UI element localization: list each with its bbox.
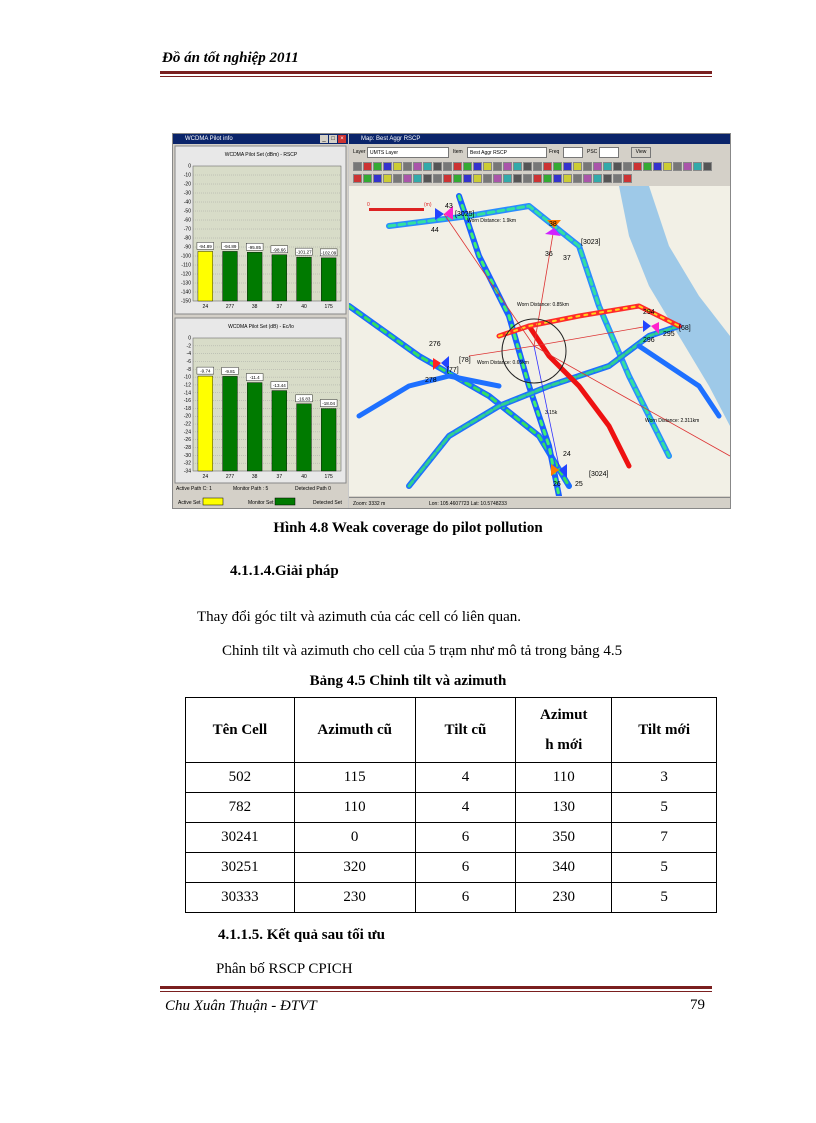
table-cell: 782 (186, 793, 295, 823)
bar (247, 383, 262, 471)
toolbar-tool-icon[interactable] (543, 174, 552, 183)
y-tick-label: -28 (183, 445, 191, 452)
detected-set-label: Detected Set (313, 500, 342, 506)
x-tick-label: 175 (324, 474, 333, 480)
table-cell: 4 (415, 763, 516, 793)
table-cell: 6 (415, 883, 516, 913)
toolbar-tool-icon[interactable] (653, 162, 662, 171)
toolbar-tool-icon[interactable] (583, 162, 592, 171)
psc-input[interactable] (599, 147, 619, 158)
toolbar-tool-icon[interactable] (543, 162, 552, 171)
bar (223, 251, 238, 301)
toolbar-tool-icon[interactable] (433, 162, 442, 171)
toolbar-tool-icon[interactable] (483, 174, 492, 183)
header-cell-line: Azimut (540, 707, 588, 723)
bar (297, 404, 312, 471)
site-label: 36 (545, 251, 553, 258)
toolbar-tool-icon[interactable] (613, 174, 622, 183)
rscp-chart-title: WCDMA Pilot Set (dBm) - RSCP (224, 152, 298, 158)
toolbar-tool-icon[interactable] (393, 174, 402, 183)
toolbar-tool-icon[interactable] (533, 174, 542, 183)
header-cell: Tilt mới (612, 698, 717, 763)
freq-input[interactable] (563, 147, 583, 158)
toolbar-tool-icon[interactable] (663, 162, 672, 171)
distance-label: Worn Distance: 2.311km (645, 418, 700, 424)
table-row (186, 763, 717, 793)
bar-value-label: -102.09 (321, 250, 337, 256)
toolbar-tool-icon[interactable] (393, 162, 402, 171)
bar (198, 376, 213, 471)
bar-value-label: -9.74 (200, 368, 211, 374)
toolbar-tool-icon[interactable] (503, 174, 512, 183)
toolbar-tool-icon[interactable] (373, 162, 382, 171)
y-tick-label: -6 (186, 358, 191, 365)
table-cell: 30333 (186, 883, 295, 913)
active-set-label: Active Set (178, 500, 201, 506)
bar (321, 409, 336, 471)
ecio-chart-title: WCDMA Pilot Set (dB) - Ec/Io (228, 324, 294, 330)
toolbar-tool-icon[interactable] (373, 174, 382, 183)
y-tick-label: 0 (188, 335, 191, 342)
toolbar-tool-icon[interactable] (443, 162, 452, 171)
y-tick-label: 0 (188, 163, 191, 170)
toolbar-tool-icon[interactable] (523, 174, 532, 183)
toolbar-tool-icon[interactable] (623, 174, 632, 183)
table-cell: 6 (415, 823, 516, 853)
y-tick-label: -2 (186, 343, 191, 350)
toolbar-tool-icon[interactable] (623, 162, 632, 171)
site-label: 294 (643, 309, 655, 316)
site-label: [3024] (589, 471, 609, 478)
close-icon[interactable]: × (338, 135, 346, 143)
bar-value-label: -18.04 (322, 401, 336, 407)
site-label: 43 (445, 203, 453, 210)
layer-label: Layer (353, 149, 366, 155)
monitor-path-text: Monitor Path : 5 (233, 486, 269, 492)
minimize-icon[interactable]: _ (320, 135, 328, 143)
toolbar-tool-icon[interactable] (483, 162, 492, 171)
y-tick-label: -10 (183, 172, 191, 179)
site-label: 276 (429, 341, 441, 348)
toolbar-tool-icon[interactable] (513, 174, 522, 183)
pilot-window-titlebar (173, 134, 348, 144)
toolbar-tool-icon[interactable] (403, 174, 412, 183)
detected-path-text: Detected Path 0 (295, 486, 331, 492)
y-tick-label: -32 (183, 460, 191, 467)
pilot-info-window (173, 134, 348, 508)
header-rule (160, 71, 712, 74)
y-tick-label: -150 (180, 298, 191, 305)
bar (223, 376, 238, 471)
psc-label: PSC (587, 149, 598, 155)
map-layer-toolbar (351, 146, 728, 158)
table-cell: 7 (612, 823, 717, 853)
y-tick-label: -70 (183, 226, 191, 233)
document-header-title: Đồ án tốt nghiệp 2011 (162, 50, 299, 66)
toolbar-tool-icon[interactable] (493, 174, 502, 183)
y-tick-label: -14 (183, 390, 191, 397)
coords-status: Lon: 105.4607723 Lat: 10.5748233 (429, 501, 507, 507)
bar-value-label: -101.27 (296, 249, 312, 255)
x-tick-label: 40 (301, 304, 307, 310)
toolbar-tool-icon[interactable] (573, 174, 582, 183)
site-label: 26 (553, 481, 561, 488)
paragraph-2: Chỉnh tilt và azimuth cho cell của 5 trạm như mô tả trong bảng 4.5 (222, 643, 623, 659)
y-tick-label: -34 (183, 468, 191, 475)
x-tick-label: 38 (251, 304, 258, 310)
scale-bar (369, 208, 424, 211)
toolbar-tool-icon[interactable] (593, 162, 602, 171)
toolbar-tool-icon[interactable] (563, 174, 572, 183)
serving-circle (502, 319, 566, 383)
figure-screenshot (172, 133, 731, 509)
bar-value-label: -13.44 (272, 383, 286, 389)
toolbar-tool-icon[interactable] (433, 174, 442, 183)
toolbar-tool-icon[interactable] (693, 162, 702, 171)
y-tick-label: -140 (180, 289, 191, 296)
item-select-value: Best Aggr RSCP (470, 150, 507, 156)
bar (321, 258, 336, 301)
table-cell: 5 (612, 793, 717, 823)
y-tick-label: -110 (181, 262, 191, 269)
map-window-title: Map: Best Aggr RSCP (361, 136, 421, 142)
bar (247, 252, 262, 301)
table-cell: 30241 (186, 823, 295, 853)
layer-select[interactable] (367, 147, 449, 158)
toolbar-tool-icon[interactable] (463, 174, 472, 183)
table-cell: 5 (612, 853, 717, 883)
y-tick-label: -18 (183, 405, 191, 412)
distance-label: Worn Distance: 0.65km (477, 360, 529, 366)
y-tick-label: -26 (183, 437, 191, 444)
site-label: [78] (459, 357, 471, 364)
toolbar-tool-icon[interactable] (583, 174, 592, 183)
table-cell: 230 (294, 883, 415, 913)
table-row (186, 883, 717, 913)
y-tick-label: -80 (183, 235, 191, 242)
toolbar-tool-icon[interactable] (363, 174, 372, 183)
monitor-set-swatch (275, 498, 295, 505)
toolbar-tool-icon[interactable] (553, 174, 562, 183)
table-cell: 350 (516, 823, 612, 853)
paragraph-1: Thay đổi góc tilt và azimuth của các cell có liên quan. (197, 609, 522, 625)
toolbar-tool-icon[interactable] (533, 162, 542, 171)
table-cell: 5 (612, 883, 717, 913)
y-tick-label: -50 (183, 208, 191, 215)
toolbar-tool-icon[interactable] (413, 162, 422, 171)
site-label: 24 (563, 451, 571, 458)
table-cell: 340 (516, 853, 612, 883)
bar-value-label: -94.89 (223, 243, 237, 249)
header-rule-thin (160, 76, 712, 77)
toolbar-tool-icon[interactable] (443, 174, 452, 183)
maximize-icon[interactable]: □ (329, 135, 337, 143)
map-window (349, 134, 730, 508)
bar-value-label: -94.89 (198, 243, 212, 249)
y-tick-label: -130 (180, 280, 191, 287)
view-button[interactable]: View (631, 147, 651, 158)
bar-value-label: -16.83 (297, 396, 311, 402)
header-cell: Azimuth cũ (294, 698, 415, 763)
table-cell: 130 (516, 793, 612, 823)
y-tick-label: -20 (183, 413, 191, 420)
active-path-text: Active Path C: 1 (176, 486, 212, 492)
footer-author: Chu Xuân Thuận - ĐTVT (165, 998, 317, 1014)
table-row (186, 823, 717, 853)
toolbar-tool-icon[interactable] (493, 162, 502, 171)
figure-caption: Hình 4.8 Weak coverage do pilot pollution (273, 520, 543, 536)
map-window-titlebar (349, 134, 730, 144)
table-cell: 6 (415, 853, 516, 883)
y-tick-label: -20 (183, 181, 191, 188)
table-cell: 115 (294, 763, 415, 793)
toolbar-tool-icon[interactable] (613, 162, 622, 171)
y-tick-label: -30 (183, 452, 191, 459)
toolbar-tool-icon[interactable] (353, 162, 362, 171)
active-set-swatch (203, 498, 223, 505)
toolbar-tool-icon[interactable] (473, 162, 482, 171)
x-tick-label: 277 (225, 304, 235, 310)
distance-label: Worn Distance: 0.85km (517, 302, 569, 308)
distance-label: 3.15k (545, 410, 558, 416)
zoom-status: Zoom: 3332 m (353, 501, 386, 507)
site-label: 278 (425, 377, 437, 384)
section-heading-4115: 4.1.1.5. Kết quả sau tối ưu (218, 927, 385, 943)
bar-value-label: -95.85 (248, 244, 262, 250)
bar (198, 251, 213, 301)
toolbar-tool-icon[interactable] (553, 162, 562, 171)
table-cell: 502 (186, 763, 295, 793)
toolbar-tool-icon[interactable] (703, 162, 712, 171)
y-tick-label: -10 (183, 374, 191, 381)
y-tick-label: -8 (186, 366, 191, 373)
bar (297, 257, 312, 301)
toolbar-tool-icon[interactable] (603, 162, 612, 171)
toolbar-tool-icon[interactable] (363, 162, 372, 171)
table-cell: 4 (415, 793, 516, 823)
x-tick-label: 37 (276, 474, 283, 480)
y-tick-label: -24 (183, 429, 191, 436)
x-tick-label: 175 (324, 304, 333, 310)
y-tick-label: -22 (183, 421, 191, 428)
toolbar-tool-icon[interactable] (423, 162, 432, 171)
y-tick-label: -40 (183, 199, 191, 206)
table-cell: 3 (612, 763, 717, 793)
pilot-charts (173, 144, 348, 508)
toolbar-tool-icon[interactable] (463, 162, 472, 171)
x-tick-label: 38 (251, 474, 258, 480)
scale-label: 0 (367, 202, 370, 208)
bar-value-label: -11.4 (249, 375, 260, 381)
map-status-bar (349, 497, 730, 508)
toolbar-tool-icon[interactable] (633, 162, 642, 171)
map-tool-icons (351, 160, 728, 184)
site-label: 25 (575, 481, 583, 488)
toolbar-tool-icon[interactable] (383, 174, 392, 183)
header-cell: Tên Cell (186, 698, 295, 763)
y-tick-label: -4 (186, 351, 191, 358)
toolbar-tool-icon[interactable] (453, 174, 462, 183)
paragraph-3: Phân bố RSCP CPICH (216, 961, 353, 977)
site-label: [77] (447, 367, 459, 374)
footer-rule (160, 986, 712, 989)
toolbar-tool-icon[interactable] (603, 174, 612, 183)
distance-label: Worn Distance: 1.9km (467, 218, 517, 224)
site-label: [68] (679, 325, 691, 332)
toolbar-tool-icon[interactable] (683, 162, 692, 171)
toolbar-tool-icon[interactable] (573, 162, 582, 171)
site-label: [3025] (455, 211, 475, 218)
site-label: 296 (643, 337, 655, 344)
layer-select-value: UMTS Layer (370, 150, 399, 156)
header-cell (516, 698, 612, 763)
site-label: [3023] (581, 239, 601, 246)
map-canvas (349, 186, 730, 496)
toolbar-tool-icon[interactable] (453, 162, 462, 171)
toolbar-tool-icon[interactable] (423, 174, 432, 183)
site-label: 37 (563, 255, 571, 262)
x-tick-label: 277 (225, 474, 235, 480)
toolbar-tool-icon[interactable] (593, 174, 602, 183)
tilt-azimuth-table (185, 697, 717, 913)
table-cell: 230 (516, 883, 612, 913)
scale-unit: (m) (424, 202, 432, 208)
site-label: 38 (549, 221, 557, 228)
table-cell: 320 (294, 853, 415, 883)
toolbar-tool-icon[interactable] (513, 162, 522, 171)
x-tick-label: 37 (276, 304, 283, 310)
toolbar-tool-icon[interactable] (643, 162, 652, 171)
toolbar-tool-icon[interactable] (673, 162, 682, 171)
header-cell: Tilt cũ (415, 698, 516, 763)
site-label: 295 (663, 331, 675, 338)
toolbar-tool-icon[interactable] (523, 162, 532, 171)
bar-value-label: -98.66 (272, 247, 286, 253)
toolbar-tool-icon[interactable] (473, 174, 482, 183)
toolbar-tool-icon[interactable] (413, 174, 422, 183)
bar-value-label: -9.81 (224, 368, 236, 374)
bar (272, 255, 287, 301)
table-row (186, 853, 717, 883)
table-header-row (186, 698, 717, 763)
freq-label: Freq (549, 149, 560, 155)
table-caption: Bảng 4.5 Chỉnh tilt và azimuth (309, 673, 507, 689)
y-tick-label: -16 (183, 398, 191, 405)
pilot-window-title: WCDMA Pilot info (185, 136, 233, 142)
footer-rule-thin (160, 991, 712, 992)
y-tick-label: -60 (183, 217, 191, 224)
section-heading-4114: 4.1.1.4.Giải pháp (230, 563, 339, 579)
page-number: 79 (690, 997, 705, 1013)
header-cell-line: h mới (545, 737, 583, 753)
y-tick-label: -120 (180, 271, 191, 278)
y-tick-label: -12 (183, 382, 191, 389)
toolbar-tool-icon[interactable] (383, 162, 392, 171)
table-cell: 0 (294, 823, 415, 853)
y-tick-label: -100 (180, 253, 191, 260)
item-label: Item (453, 149, 463, 155)
y-tick-label: -90 (183, 244, 191, 251)
toolbar-tool-icon[interactable] (403, 162, 412, 171)
table-cell: 110 (294, 793, 415, 823)
table-row (186, 793, 717, 823)
toolbar-tool-icon[interactable] (503, 162, 512, 171)
x-tick-label: 40 (301, 474, 307, 480)
table-cell: 30251 (186, 853, 295, 883)
monitor-set-label: Monitor Set (248, 500, 274, 506)
site-label: 44 (431, 227, 439, 234)
table-cell: 110 (516, 763, 612, 793)
bar (272, 391, 287, 471)
x-tick-label: 24 (202, 474, 209, 480)
x-tick-label: 24 (202, 304, 209, 310)
toolbar-tool-icon[interactable] (353, 174, 362, 183)
item-select[interactable] (467, 147, 547, 158)
toolbar-tool-icon[interactable] (563, 162, 572, 171)
y-tick-label: -30 (183, 190, 191, 197)
